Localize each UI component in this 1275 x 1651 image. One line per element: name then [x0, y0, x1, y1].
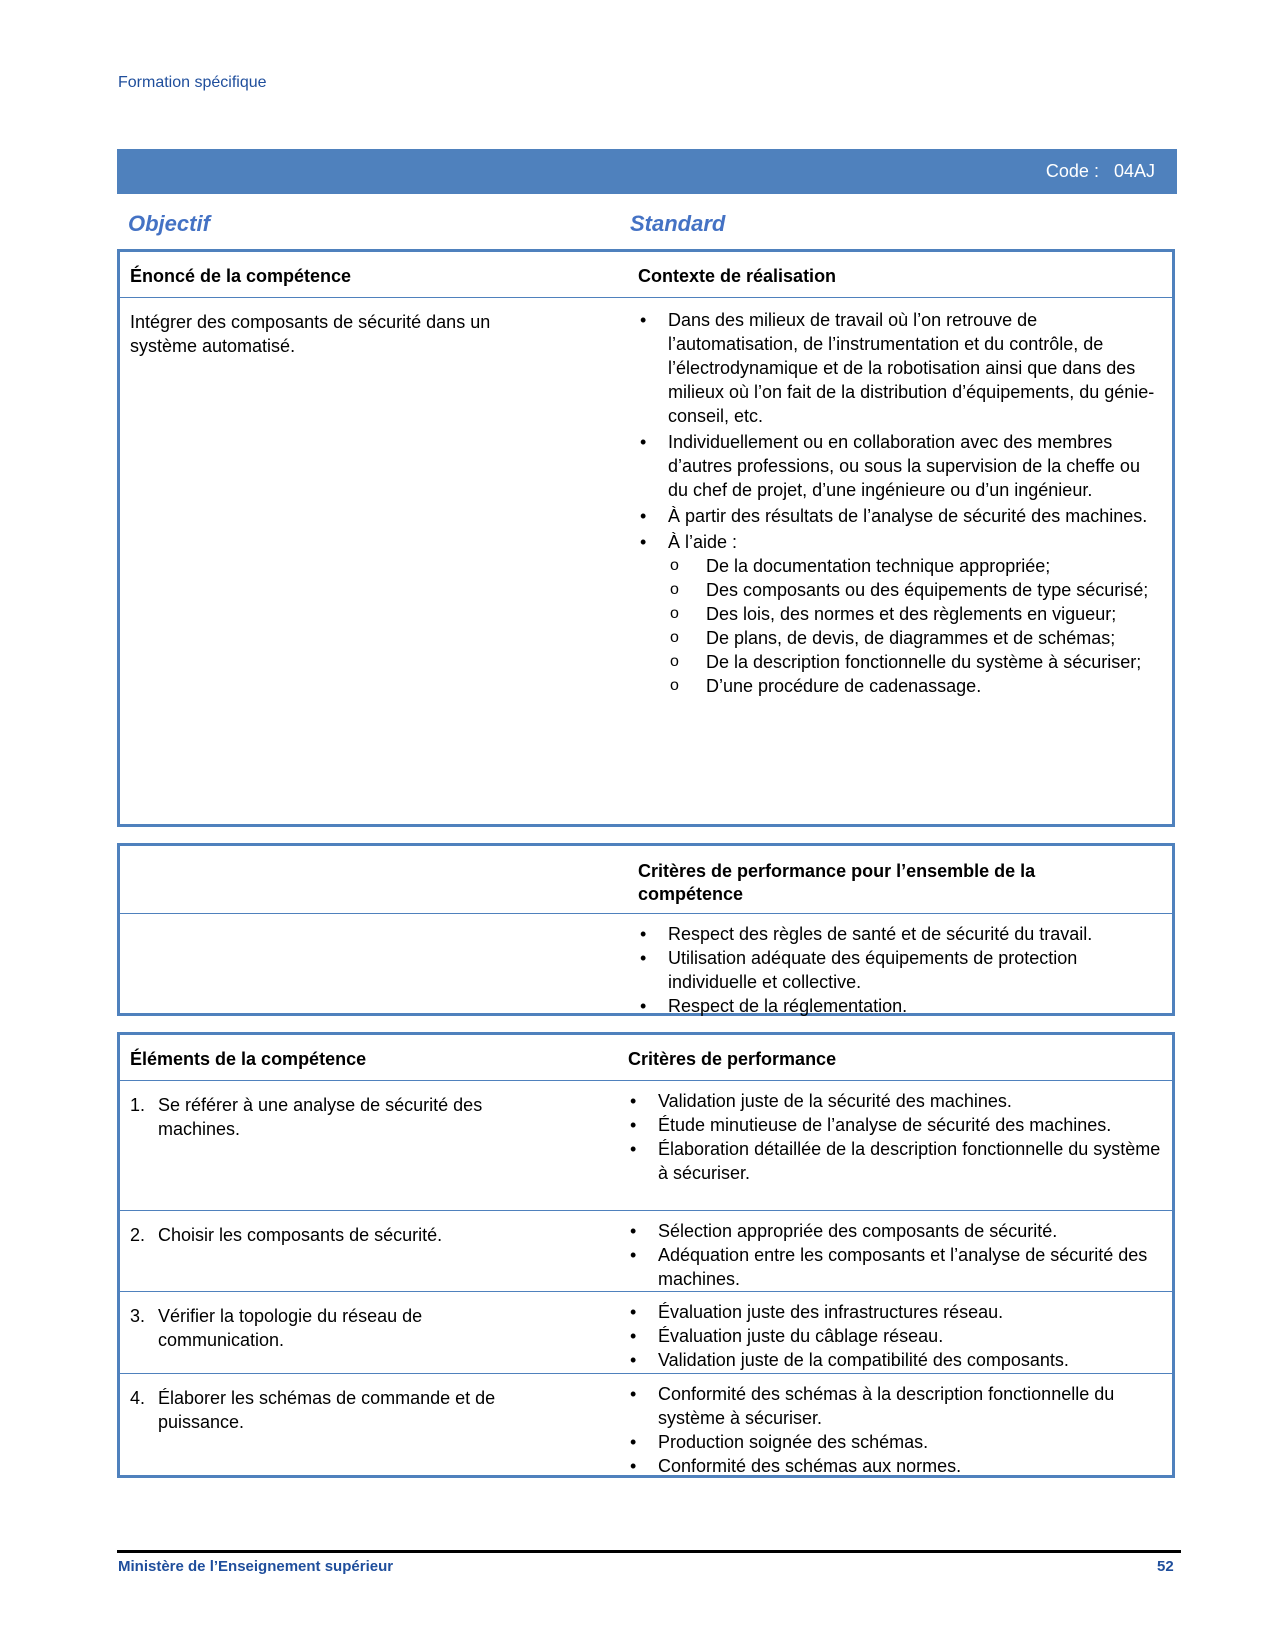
- criteres-ensemble-row: [120, 914, 1172, 1016]
- list-item: • Respect de la réglementation.: [638, 994, 1164, 1018]
- element-cell: [130, 1223, 550, 1247]
- code-bar: [117, 149, 1177, 194]
- criteres-cell: [628, 1300, 1164, 1372]
- element-cell: [130, 1386, 550, 1434]
- list-item: • Étude minutieuse de l’analyse de sécurité des machines.: [628, 1113, 1164, 1137]
- table-row: [120, 1211, 1172, 1292]
- element-number: 4.: [130, 1388, 146, 1408]
- criteres-ensemble-list: [638, 922, 1164, 1018]
- element-text: Élaborer les schémas de commande et de puissance.: [158, 1388, 496, 1432]
- elements-header: Éléments de la compétence: [130, 1049, 367, 1069]
- list-item: [638, 530, 1164, 698]
- criteres-ensemble-header-row: [120, 846, 1172, 914]
- standard-title: Standard: [630, 211, 726, 236]
- list-item: • Respect des règles de santé et de sécurité du travail.: [638, 922, 1164, 946]
- list-item: • Élaboration détaillée de la description fonctionnelle du système à sécuriser.: [628, 1137, 1164, 1185]
- running-header: Formation spécifique: [118, 74, 267, 91]
- table-row: [120, 1292, 1172, 1374]
- list-item: o De plans, de devis, de diagrammes et de schémas;: [668, 626, 1164, 650]
- criteres-list: [628, 1089, 1164, 1185]
- list-item: • À partir des résultats de l’analyse de sécurité des machines.: [638, 504, 1164, 528]
- list-item: • Dans des milieux de travail où l’on retrouve de l’automatisation, de l’instrumentation et du contrôle, de l’électrodynamique et de la robotisation ainsi que dans des milieux où l’on fait de la distribution d’équipements, du génie-conseil, etc.: [638, 308, 1164, 428]
- criteres-cell: [628, 1382, 1164, 1478]
- element-number: 3.: [130, 1306, 146, 1326]
- criteres-cell: [628, 1219, 1164, 1291]
- table-header-row: [120, 252, 1172, 298]
- list-item: • Adéquation entre les composants et l’analyse de sécurité des machines.: [628, 1243, 1164, 1291]
- element-cell: [130, 1093, 550, 1141]
- objectif-title: Objectif: [128, 211, 210, 236]
- contexte-header: Contexte de réalisation: [638, 266, 837, 286]
- enonce-contexte-row: [120, 298, 1172, 824]
- footer-divider: [117, 1550, 1181, 1553]
- footer-ministry: Ministère de l’Enseignement supérieur: [118, 1558, 394, 1575]
- list-item: • Individuellement ou en collaboration avec des membres d’autres professions, ou sous la supervision de la cheffe ou du chef de projet, d’une ingénieure ou d’un ingénieur.: [638, 430, 1164, 502]
- criteres-list: [628, 1219, 1164, 1291]
- competency-code: [1046, 161, 1155, 182]
- element-cell: [130, 1304, 550, 1352]
- enonce-text: Intégrer des composants de sécurité dans un système automatisé.: [130, 312, 491, 356]
- criteres-header: Critères de performance: [628, 1049, 837, 1069]
- contexte-list: [638, 308, 1164, 698]
- element-text: Se référer à une analyse de sécurité des machines.: [158, 1095, 483, 1139]
- table-row: [120, 1081, 1172, 1211]
- aide-list: [668, 554, 1164, 698]
- code-label: Code :: [1045, 161, 1099, 181]
- criteres-list: [628, 1382, 1164, 1478]
- list-item: • Production soignée des schémas.: [628, 1430, 1164, 1454]
- criteres-ensemble-cell: [638, 922, 1164, 1018]
- criteres-list: [628, 1300, 1164, 1372]
- code-value: 04AJ: [1113, 161, 1155, 181]
- enonce-header: Énoncé de la compétence: [130, 266, 352, 286]
- list-item: o D’une procédure de cadenassage.: [668, 674, 1164, 698]
- criteres-cell: [628, 1089, 1164, 1185]
- list-item: • Sélection appropriée des composants de sécurité.: [628, 1219, 1164, 1243]
- element-number: 1.: [130, 1095, 146, 1115]
- list-item: • Validation juste de la compatibilité des composants.: [628, 1348, 1164, 1372]
- elements-criteres-table: [117, 1032, 1175, 1478]
- list-item: • Utilisation adéquate des équipements de protection individuelle et collective.: [638, 946, 1164, 994]
- list-item: • Conformité des schémas aux normes.: [628, 1454, 1164, 1478]
- table-row: [120, 1374, 1172, 1475]
- page-number: 52: [1157, 1558, 1174, 1575]
- criteres-ensemble-header: Critères de performance pour l’ensemble de la compétence: [638, 861, 1036, 904]
- list-item: o Des lois, des normes et des règlements en vigueur;: [668, 602, 1164, 626]
- list-item: o De la description fonctionnelle du système à sécuriser;: [668, 650, 1164, 674]
- table-header-row: [120, 1035, 1172, 1081]
- list-item: • Conformité des schémas à la description fonctionnelle du système à sécuriser.: [628, 1382, 1164, 1430]
- element-text: Choisir les composants de sécurité.: [158, 1225, 443, 1245]
- list-item: • Évaluation juste des infrastructures réseau.: [628, 1300, 1164, 1324]
- list-item: • Évaluation juste du câblage réseau.: [628, 1324, 1164, 1348]
- contexte-cell: [638, 308, 1164, 698]
- list-item: o De la documentation technique appropriée;: [668, 554, 1164, 578]
- enonce-contexte-table: [117, 249, 1175, 827]
- list-item: • Validation juste de la sécurité des machines.: [628, 1089, 1164, 1113]
- criteres-ensemble-table: [117, 843, 1175, 1016]
- element-text: Vérifier la topologie du réseau de communication.: [158, 1306, 423, 1350]
- aide-label: À l’aide :: [668, 532, 738, 552]
- list-item: o Des composants ou des équipements de type sécurisé;: [668, 578, 1164, 602]
- element-number: 2.: [130, 1225, 146, 1245]
